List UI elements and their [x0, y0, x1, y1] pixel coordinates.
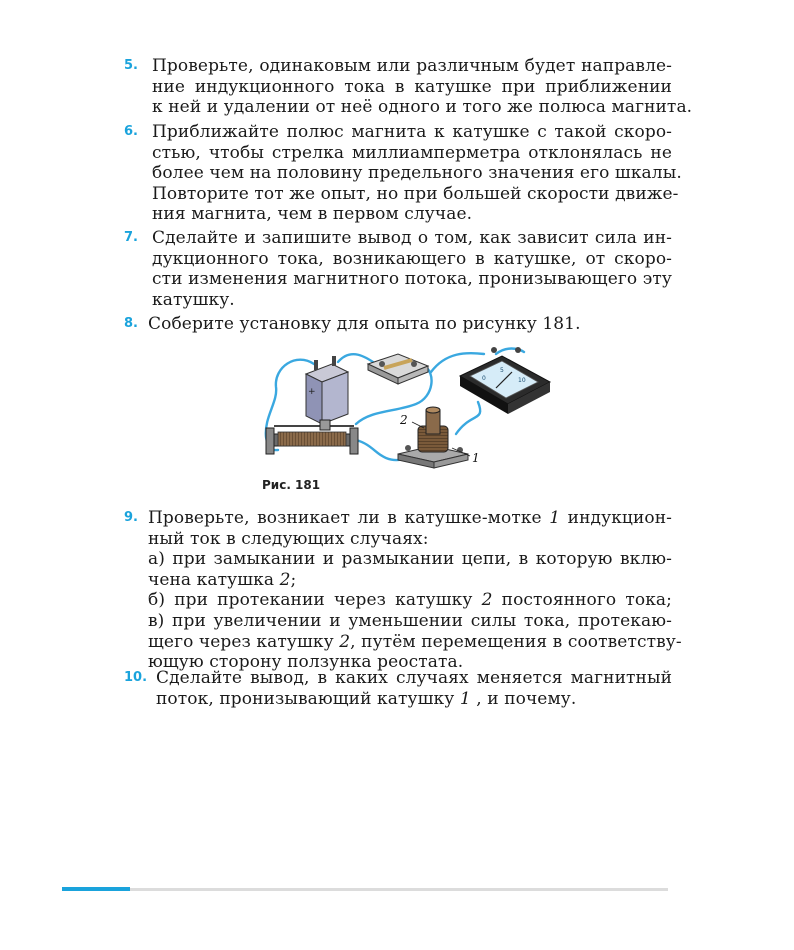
battery: [306, 356, 348, 424]
text-line: ющую сторону ползунка реостата.: [148, 652, 464, 673]
item-text: [156, 668, 672, 709]
text-line: Сделайте и запишите вывод о том, как зависит сила ин-: [152, 228, 672, 248]
text-line: б) при протекании через катушку 2 постоянного тока;: [148, 590, 672, 611]
meter-mark: 0: [482, 375, 486, 382]
battery-plus-label: +: [308, 387, 316, 397]
item-text: [152, 228, 672, 310]
milliammeter: [460, 347, 550, 414]
item-text: [152, 122, 682, 225]
text-line: щего через катушку 2, путём перемещения в соответству-: [148, 631, 682, 652]
text-line: более чем на половину предельного значения его шкалы.: [152, 163, 682, 184]
text-line: ния магнита, чем в первом случае.: [152, 204, 473, 225]
text-line: стью, чтобы стрелка миллиамперметра отклонялась не: [152, 142, 672, 163]
coil-2-label: 2: [400, 413, 408, 427]
text-line: чена катушка 2;: [148, 569, 297, 590]
footer-rule: [62, 888, 668, 891]
text-line: в) при увеличении и уменьшении силы тока, протекаю-: [148, 610, 672, 631]
switch: [368, 354, 428, 384]
text-line: ный ток в следующих случаях:: [148, 528, 429, 549]
item-text: [148, 314, 672, 335]
meter-mark: 10: [518, 377, 526, 384]
text-line: а) при замыкании и размыкании цепи, в которую вклю-: [148, 549, 672, 570]
coil-ref: 2: [339, 631, 351, 652]
item-number: 10.: [124, 670, 148, 685]
footer-accent-bar: [62, 887, 130, 891]
text-line: поток, пронизывающий катушку 1 , и почему.: [156, 688, 577, 709]
text-line: дукционного тока, возникающего в катушке, от скоро-: [152, 248, 672, 269]
coil-ref: 1: [459, 688, 471, 709]
item-number: 6.: [124, 124, 138, 139]
item-text: [148, 508, 682, 673]
text-line: к ней и удалении от неё одного и того же полюса магнита.: [152, 97, 693, 118]
text-line: ние индукционного тока в катушке при приближении: [152, 76, 672, 97]
coil-ref: 1: [549, 508, 561, 528]
coil-1-label: 1: [472, 451, 480, 465]
text-line: Проверьте, одинаковым или различным будет направле-: [152, 56, 672, 76]
item-number: 5.: [124, 58, 138, 73]
experiment-setup-figure: [256, 342, 556, 472]
item-text: [152, 56, 693, 118]
item-number: 8.: [124, 316, 138, 331]
text-line: катушку.: [152, 289, 235, 310]
text-line: сти изменения магнитного потока, пронизывающего эту: [152, 269, 672, 290]
figure-caption: Рис. 181: [262, 478, 321, 492]
coil-ref: 2: [279, 569, 291, 590]
text-line: Сделайте вывод, в каких случаях меняется магнитный: [156, 668, 672, 688]
text-line: Приближайте полюс магнита к катушке с такой скоро-: [152, 122, 672, 142]
item-number: 7.: [124, 230, 138, 245]
text-line: Повторите тот же опыт, но при большей скорости движе-: [152, 183, 679, 204]
coil-assembly: [398, 407, 480, 468]
text-line: Проверьте, возникает ли в катушке-мотке 1 индукцион-: [148, 508, 672, 528]
item-number: 9.: [124, 510, 138, 525]
text-line: Соберите установку для опыта по рисунку 181.: [148, 314, 581, 334]
coil-ref: 2: [481, 590, 493, 611]
rheostat: [266, 420, 358, 454]
meter-mark: 5: [500, 367, 504, 374]
